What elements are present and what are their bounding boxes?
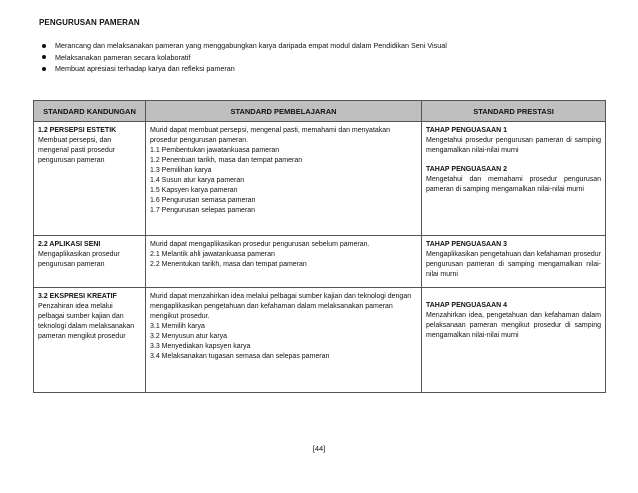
performance-text: Mengetahui dan memahami prosedur pengurusan pameran di samping mengamalkan nilai-nilai murni — [426, 176, 601, 193]
header-content-standard: STANDARD KANDUNGAN — [34, 101, 146, 122]
content-standard-cell — [34, 236, 146, 288]
learning-item: 1.5 Kapsyen karya pameran — [150, 187, 238, 194]
content-standard-text: Mengaplikasikan prosedur pengurusan pameran — [38, 251, 120, 268]
learning-item: 2.2 Menentukan tarikh, masa dan tempat pameran — [150, 261, 307, 268]
performance-standard-cell — [422, 122, 606, 236]
standards-table — [33, 100, 606, 393]
learning-item: 1.4 Susun atur karya pameran — [150, 177, 245, 184]
page-number: [44] — [312, 444, 326, 453]
learning-item: 3.2 Menyusun atur karya — [150, 333, 228, 340]
learning-standard-cell — [146, 122, 422, 236]
learning-item: 3.3 Menyediakan kapsyen karya — [150, 343, 251, 350]
performance-standard-cell — [422, 236, 606, 288]
header-learning-standard: STANDARD PEMBELAJARAN — [146, 101, 422, 122]
spacer — [426, 292, 601, 301]
learning-item: 3.4 Melaksanakan tugasan semasa dan selepas pameran — [150, 353, 330, 360]
learning-standard-cell — [146, 236, 422, 288]
learning-item: 1.6 Pengurusan semasa pameran — [150, 197, 256, 204]
learning-standard-cell — [146, 288, 422, 393]
performance-level: TAHAP PENGUASAAN 4 — [426, 302, 508, 309]
performance-level: TAHAP PENGUASAAN 3 — [426, 241, 508, 248]
performance-text: Menzahirkan idea, pengetahuan dan kefahaman dalam pelaksanaan pameran mengikut prosedur di samping mengamalkan nilai-nilai murni — [426, 312, 601, 339]
objective-item: Melaksanakan pameran secara kolaboratif — [39, 52, 447, 64]
table-row — [34, 288, 606, 393]
content-standard-cell — [34, 122, 146, 236]
objective-item: Membuat apresiasi terhadap karya dan refleksi pameran — [39, 63, 447, 75]
learning-item: 3.1 Memilih karya — [150, 323, 205, 330]
objectives-list — [39, 40, 447, 75]
learning-item: 1.2 Penentuan tarikh, masa dan tempat pameran — [150, 157, 303, 164]
learning-item: 1.7 Pengurusan selepas pameran — [150, 207, 256, 214]
performance-level: TAHAP PENGUASAAN 2 — [426, 166, 508, 173]
learning-intro: Murid dapat membuat persepsi, mengenal pasti, memahami dan menyatakan prosedur pengurusan pameran. — [150, 127, 391, 144]
section-title: PENGURUSAN PAMERAN — [39, 18, 140, 27]
table-row — [34, 122, 606, 236]
learning-item: 1.3 Pemilihan karya — [150, 167, 212, 174]
table-header-row — [34, 101, 606, 122]
performance-text: Mengetahui prosedur pengurusan pameran di samping mengamalkan nilai-nilai murni — [426, 137, 601, 154]
performance-text: Mengaplikasikan pengetahuan dan kefahaman prosedur pengurusan pameran di samping mengamalkan nilai-nilai murni — [426, 251, 601, 278]
table-row — [34, 236, 606, 288]
performance-level: TAHAP PENGUASAAN 1 — [426, 127, 508, 134]
content-standard-title: 2.2 APLIKASI SENI — [38, 241, 101, 248]
content-standard-title: 3.2 EKSPRESI KREATIF — [38, 293, 117, 300]
learning-intro: Murid dapat mengaplikasikan prosedur pengurusan sebelum pameran. — [150, 241, 370, 248]
content-standard-cell — [34, 288, 146, 393]
header-performance-standard: STANDARD PRESTASI — [422, 101, 606, 122]
performance-standard-cell — [422, 288, 606, 393]
learning-item: 1.1 Pembentukan jawatankuasa pameran — [150, 147, 280, 154]
spacer — [426, 156, 601, 165]
learning-item: 2.1 Melantik ahli jawatankuasa pameran — [150, 251, 275, 258]
learning-intro: Murid dapat menzahirkan idea melalui pelbagai sumber kajian dan teknologi dengan mengaplikasikan pengetahuan dan kefahaman dalam melaksanakan pameran mengikut prosedur. — [150, 293, 412, 320]
content-standard-title: 1.2 PERSEPSI ESTETIK — [38, 127, 117, 134]
content-standard-text: Membuat persepsi, dan mengenal pasti prosedur pengurusan pameran — [38, 137, 116, 164]
objective-item: Merancang dan melaksanakan pameran yang menggabungkan karya daripada empat modul dalam Pendidikan Seni Visual — [39, 40, 447, 52]
content-standard-text: Penzahiran idea melalui pelbagai sumber kajian dan teknologi dalam melaksanakan pameran mengikut prosedur — [38, 303, 135, 340]
